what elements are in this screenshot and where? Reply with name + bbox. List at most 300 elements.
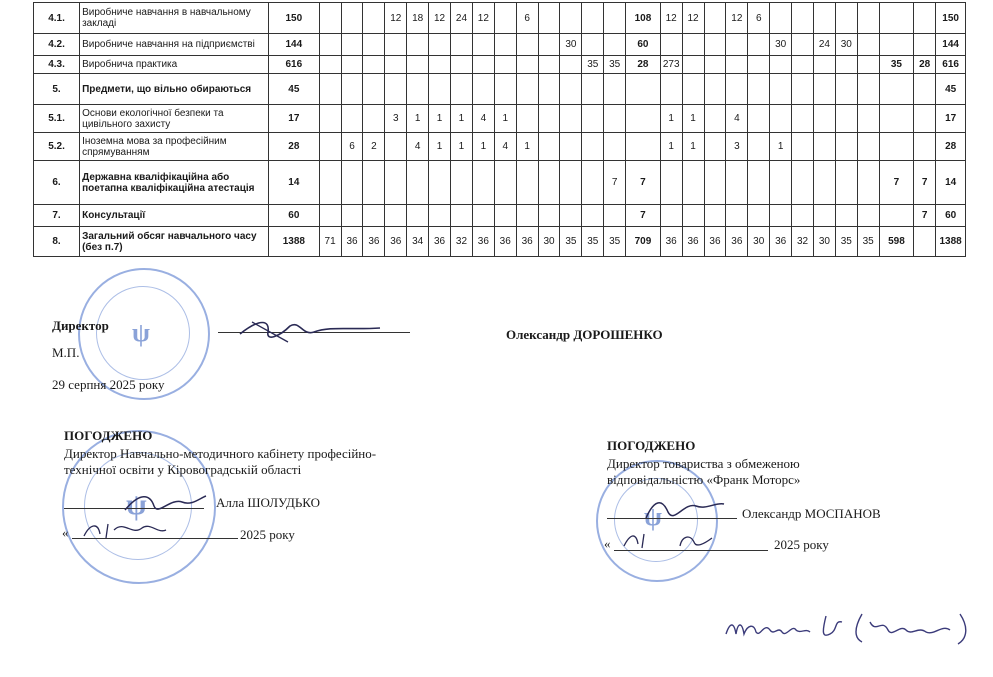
table-cell: 6 (516, 3, 538, 34)
table-cell: 108 (626, 3, 661, 34)
row-total: 150 (268, 3, 319, 34)
table-cell (914, 227, 936, 257)
table-cell (385, 34, 407, 56)
table-cell (748, 133, 770, 161)
left-approval-stamp: ψ (62, 430, 216, 584)
row-last-total: 17 (936, 105, 966, 133)
row-total: 28 (268, 133, 319, 161)
row-last-total: 14 (936, 161, 966, 205)
table-cell (319, 205, 341, 227)
table-cell: 30 (770, 34, 792, 56)
table-cell (582, 34, 604, 56)
row-number: 4.1. (34, 3, 80, 34)
table-cell (582, 105, 604, 133)
table-cell: 32 (451, 227, 473, 257)
table-cell: 12 (660, 3, 682, 34)
table-cell (792, 56, 814, 74)
table-cell (792, 105, 814, 133)
table-cell: 35 (604, 227, 626, 257)
director-mp: М.П. (52, 345, 80, 360)
table-cell: 36 (704, 227, 726, 257)
table-cell (857, 3, 879, 34)
left-approval-line2: технічної освіти у Кіровоградській області (64, 462, 302, 477)
table-cell: 4 (407, 133, 429, 161)
table-cell (604, 133, 626, 161)
table-cell (914, 34, 936, 56)
table-cell: 28 (626, 56, 661, 74)
table-cell (813, 161, 835, 205)
table-cell: 36 (472, 227, 494, 257)
table-cell: 7 (626, 205, 661, 227)
table-cell (516, 205, 538, 227)
table-cell: 36 (660, 227, 682, 257)
table-cell (560, 133, 582, 161)
table-cell (538, 3, 560, 34)
table-cell: 24 (451, 3, 473, 34)
row-number: 4.3. (34, 56, 80, 74)
table-cell (385, 205, 407, 227)
table-cell: 30 (835, 34, 857, 56)
table-cell (835, 3, 857, 34)
table-cell (726, 161, 748, 205)
table-cell (451, 34, 473, 56)
table-cell (813, 205, 835, 227)
table-cell (704, 105, 726, 133)
table-cell (770, 74, 792, 105)
table-cell: 18 (407, 3, 429, 34)
table-cell (407, 74, 429, 105)
table-cell (319, 34, 341, 56)
table-row (34, 133, 966, 161)
table-cell (494, 34, 516, 56)
table-cell (835, 56, 857, 74)
director-stamp: ψ (78, 268, 210, 400)
table-cell (857, 34, 879, 56)
table-cell: 1 (472, 133, 494, 161)
table-cell (472, 74, 494, 105)
table-row (34, 227, 966, 257)
table-cell (626, 105, 661, 133)
table-cell (857, 205, 879, 227)
table-cell: 6 (748, 3, 770, 34)
table-cell (748, 105, 770, 133)
table-cell (704, 205, 726, 227)
table-cell (770, 161, 792, 205)
table-cell (792, 34, 814, 56)
table-cell (770, 105, 792, 133)
row-last-total: 150 (936, 3, 966, 34)
table-cell: 1 (451, 133, 473, 161)
table-cell (516, 56, 538, 74)
table-cell (451, 74, 473, 105)
table-row (34, 3, 966, 34)
row-number: 5. (34, 74, 80, 105)
table-cell (494, 3, 516, 34)
table-cell (538, 133, 560, 161)
row-last-total: 28 (936, 133, 966, 161)
row-last-total: 144 (936, 34, 966, 56)
director-signature (230, 312, 390, 348)
table-cell: 4 (472, 105, 494, 133)
table-cell (813, 133, 835, 161)
row-name: Іноземна мова за професійним спрямуванням (80, 133, 269, 161)
table-cell: 30 (813, 227, 835, 257)
table-cell: 35 (835, 227, 857, 257)
table-cell: 1 (682, 133, 704, 161)
table-cell: 35 (560, 227, 582, 257)
table-cell (857, 74, 879, 105)
table-cell: 36 (494, 227, 516, 257)
table-cell (341, 161, 363, 205)
table-cell (538, 56, 560, 74)
row-total: 14 (268, 161, 319, 205)
table-cell (914, 3, 936, 34)
table-cell (835, 105, 857, 133)
table-cell (516, 161, 538, 205)
table-cell (704, 161, 726, 205)
table-cell (538, 161, 560, 205)
table-cell: 60 (626, 34, 661, 56)
row-name: Предмети, що вільно обираються (80, 74, 269, 105)
table-cell: 1 (770, 133, 792, 161)
table-cell (682, 205, 704, 227)
table-cell (363, 3, 385, 34)
table-cell (560, 161, 582, 205)
table-cell (429, 34, 451, 56)
table-cell (407, 205, 429, 227)
table-cell: 34 (407, 227, 429, 257)
table-cell (385, 56, 407, 74)
table-cell (879, 105, 914, 133)
table-cell (538, 205, 560, 227)
table-cell (914, 105, 936, 133)
table-cell (363, 205, 385, 227)
row-number: 8. (34, 227, 80, 257)
table-cell (363, 105, 385, 133)
table-cell (604, 205, 626, 227)
table-cell (363, 56, 385, 74)
table-cell: 12 (726, 3, 748, 34)
table-cell (914, 133, 936, 161)
table-cell (560, 205, 582, 227)
table-cell (726, 34, 748, 56)
left-approval-date-prefix: « (62, 525, 69, 540)
table-cell (604, 74, 626, 105)
row-last-total: 616 (936, 56, 966, 74)
table-cell (682, 161, 704, 205)
row-name: Консультації (80, 205, 269, 227)
table-cell (385, 133, 407, 161)
right-approval-date-prefix: « (604, 536, 611, 551)
table-cell (748, 205, 770, 227)
table-cell: 36 (682, 227, 704, 257)
right-approval-date-suffix: 2025 року (774, 537, 829, 552)
table-cell (319, 161, 341, 205)
table-cell (472, 205, 494, 227)
table-cell (429, 161, 451, 205)
row-name: Загальний обсяг навчального часу (без п.7) (80, 227, 269, 257)
table-cell: 28 (914, 56, 936, 74)
table-cell (626, 133, 661, 161)
table-cell (385, 74, 407, 105)
table-cell: 1 (451, 105, 473, 133)
table-cell (792, 3, 814, 34)
table-cell: 36 (726, 227, 748, 257)
table-cell: 35 (857, 227, 879, 257)
table-cell (429, 56, 451, 74)
director-title: Директор (52, 318, 109, 333)
table-cell (582, 74, 604, 105)
table-cell (770, 205, 792, 227)
table-cell (879, 74, 914, 105)
table-cell (538, 105, 560, 133)
table-cell (319, 56, 341, 74)
table-cell (857, 133, 879, 161)
table-cell: 3 (385, 105, 407, 133)
table-cell (494, 205, 516, 227)
table-cell (726, 74, 748, 105)
row-total: 1388 (268, 227, 319, 257)
row-last-total: 45 (936, 74, 966, 105)
row-number: 4.2. (34, 34, 80, 56)
table-cell (538, 74, 560, 105)
table-cell (560, 105, 582, 133)
table-cell (813, 56, 835, 74)
row-name: Виробнича практика (80, 56, 269, 74)
table-cell (704, 133, 726, 161)
right-approval-name: Олександр МОСПАНОВ (742, 506, 881, 521)
table-cell (451, 161, 473, 205)
table-cell: 7 (914, 161, 936, 205)
table-cell: 36 (363, 227, 385, 257)
table-cell (857, 161, 879, 205)
table-cell: 71 (319, 227, 341, 257)
table-cell (560, 3, 582, 34)
table-cell (341, 205, 363, 227)
table-cell (857, 105, 879, 133)
row-total: 60 (268, 205, 319, 227)
table-cell (538, 34, 560, 56)
table-cell (341, 3, 363, 34)
table-cell (748, 34, 770, 56)
row-number: 5.1. (34, 105, 80, 133)
table-cell: 273 (660, 56, 682, 74)
table-cell: 30 (748, 227, 770, 257)
table-cell (682, 74, 704, 105)
curriculum-table (33, 2, 966, 257)
table-cell (319, 3, 341, 34)
table-row (34, 56, 966, 74)
right-approval-line1: Директор товариства з обмеженою (607, 456, 800, 471)
table-cell: 1 (516, 133, 538, 161)
table-cell (429, 74, 451, 105)
left-approval-name: Алла ШОЛУДЬКО (216, 495, 321, 510)
table-cell: 1 (682, 105, 704, 133)
table-cell: 1 (429, 133, 451, 161)
table-cell (604, 34, 626, 56)
table-cell (341, 34, 363, 56)
table-cell: 35 (879, 56, 914, 74)
row-total: 616 (268, 56, 319, 74)
table-cell (516, 105, 538, 133)
row-name: Виробниче навчання в навчальному закладі (80, 3, 269, 34)
table-cell (582, 205, 604, 227)
table-cell: 30 (560, 34, 582, 56)
left-approval-line1: Директор Навчально-методичного кабінету професійно- (64, 446, 377, 461)
table-cell (319, 74, 341, 105)
table-cell: 12 (385, 3, 407, 34)
table-cell (748, 74, 770, 105)
table-cell (704, 34, 726, 56)
left-approval-heading: ПОГОДЖЕНО (64, 428, 153, 443)
right-approval-stamp: ψ (596, 460, 718, 582)
table-cell (914, 74, 936, 105)
table-cell: 1 (429, 105, 451, 133)
table-cell (660, 34, 682, 56)
row-number: 7. (34, 205, 80, 227)
table-cell (813, 105, 835, 133)
table-cell (407, 161, 429, 205)
table-cell: 7 (626, 161, 661, 205)
table-cell (879, 34, 914, 56)
table-cell: 36 (385, 227, 407, 257)
handwritten-note (722, 608, 972, 648)
table-cell (494, 161, 516, 205)
table-cell (363, 74, 385, 105)
director-date: 29 серпня 2025 року (52, 377, 165, 392)
table-cell (472, 56, 494, 74)
table-cell (319, 133, 341, 161)
right-approval-signature (640, 494, 730, 524)
row-name: Виробниче навчання на підприємстві (80, 34, 269, 56)
table-cell: 1 (407, 105, 429, 133)
table-cell (660, 205, 682, 227)
table-cell: 2 (363, 133, 385, 161)
table-cell (704, 74, 726, 105)
table-cell (560, 74, 582, 105)
table-cell: 4 (726, 105, 748, 133)
table-cell: 1 (660, 105, 682, 133)
row-total: 17 (268, 105, 319, 133)
row-total: 45 (268, 74, 319, 105)
table-cell (748, 161, 770, 205)
table-cell: 36 (770, 227, 792, 257)
table-cell (472, 34, 494, 56)
table-cell: 36 (429, 227, 451, 257)
right-approval-heading: ПОГОДЖЕНО (607, 438, 696, 453)
table-cell: 35 (604, 56, 626, 74)
table-cell (770, 3, 792, 34)
left-approval-date-handwriting (80, 518, 170, 542)
table-cell (879, 205, 914, 227)
left-approval-signature (120, 488, 210, 518)
table-cell (363, 161, 385, 205)
table-cell: 12 (682, 3, 704, 34)
table-cell (792, 133, 814, 161)
table-cell (792, 74, 814, 105)
table-cell (341, 105, 363, 133)
table-cell (472, 161, 494, 205)
table-cell (660, 161, 682, 205)
right-approval-date-handwriting (620, 528, 720, 552)
table-cell (582, 3, 604, 34)
table-cell: 3 (726, 133, 748, 161)
table-row (34, 74, 966, 105)
table-cell: 35 (582, 227, 604, 257)
table-cell: 12 (429, 3, 451, 34)
table-cell: 12 (472, 3, 494, 34)
table-cell (682, 34, 704, 56)
table-cell (704, 3, 726, 34)
left-approval-date-suffix: 2025 року (240, 527, 295, 542)
table-cell (341, 56, 363, 74)
table-cell (835, 161, 857, 205)
table-cell (748, 56, 770, 74)
table-cell (407, 56, 429, 74)
table-cell: 709 (626, 227, 661, 257)
table-row (34, 161, 966, 205)
table-cell (341, 74, 363, 105)
table-cell (813, 74, 835, 105)
table-cell (319, 105, 341, 133)
table-cell (451, 205, 473, 227)
table-cell (835, 205, 857, 227)
table-cell (726, 56, 748, 74)
table-cell (516, 34, 538, 56)
table-cell (604, 105, 626, 133)
table-cell (363, 34, 385, 56)
table-row (34, 34, 966, 56)
table-cell (429, 205, 451, 227)
table-cell (879, 3, 914, 34)
table-cell (582, 133, 604, 161)
table-row (34, 105, 966, 133)
table-cell: 7 (879, 161, 914, 205)
table-cell (451, 56, 473, 74)
table-cell: 30 (538, 227, 560, 257)
table-cell: 598 (879, 227, 914, 257)
row-total: 144 (268, 34, 319, 56)
table-cell: 7 (604, 161, 626, 205)
director-name: Олександр ДОРОШЕНКО (506, 327, 663, 342)
table-cell (704, 56, 726, 74)
table-cell (516, 74, 538, 105)
table-cell (792, 161, 814, 205)
table-cell (879, 133, 914, 161)
row-last-total: 60 (936, 205, 966, 227)
table-row (34, 205, 966, 227)
table-cell: 32 (792, 227, 814, 257)
table-cell: 6 (341, 133, 363, 161)
table-cell: 36 (516, 227, 538, 257)
table-cell (604, 3, 626, 34)
table-cell (813, 3, 835, 34)
table-cell (626, 74, 661, 105)
table-cell: 1 (660, 133, 682, 161)
table-cell: 35 (582, 56, 604, 74)
row-number: 5.2. (34, 133, 80, 161)
table-cell: 36 (341, 227, 363, 257)
table-cell (560, 56, 582, 74)
row-number: 6. (34, 161, 80, 205)
table-cell (835, 133, 857, 161)
table-cell (792, 205, 814, 227)
row-name: Державна кваліфікаційна або поетапна кваліфікаційна атестація (80, 161, 269, 205)
table-cell (385, 161, 407, 205)
table-cell (770, 56, 792, 74)
table-cell (682, 56, 704, 74)
table-cell (726, 205, 748, 227)
